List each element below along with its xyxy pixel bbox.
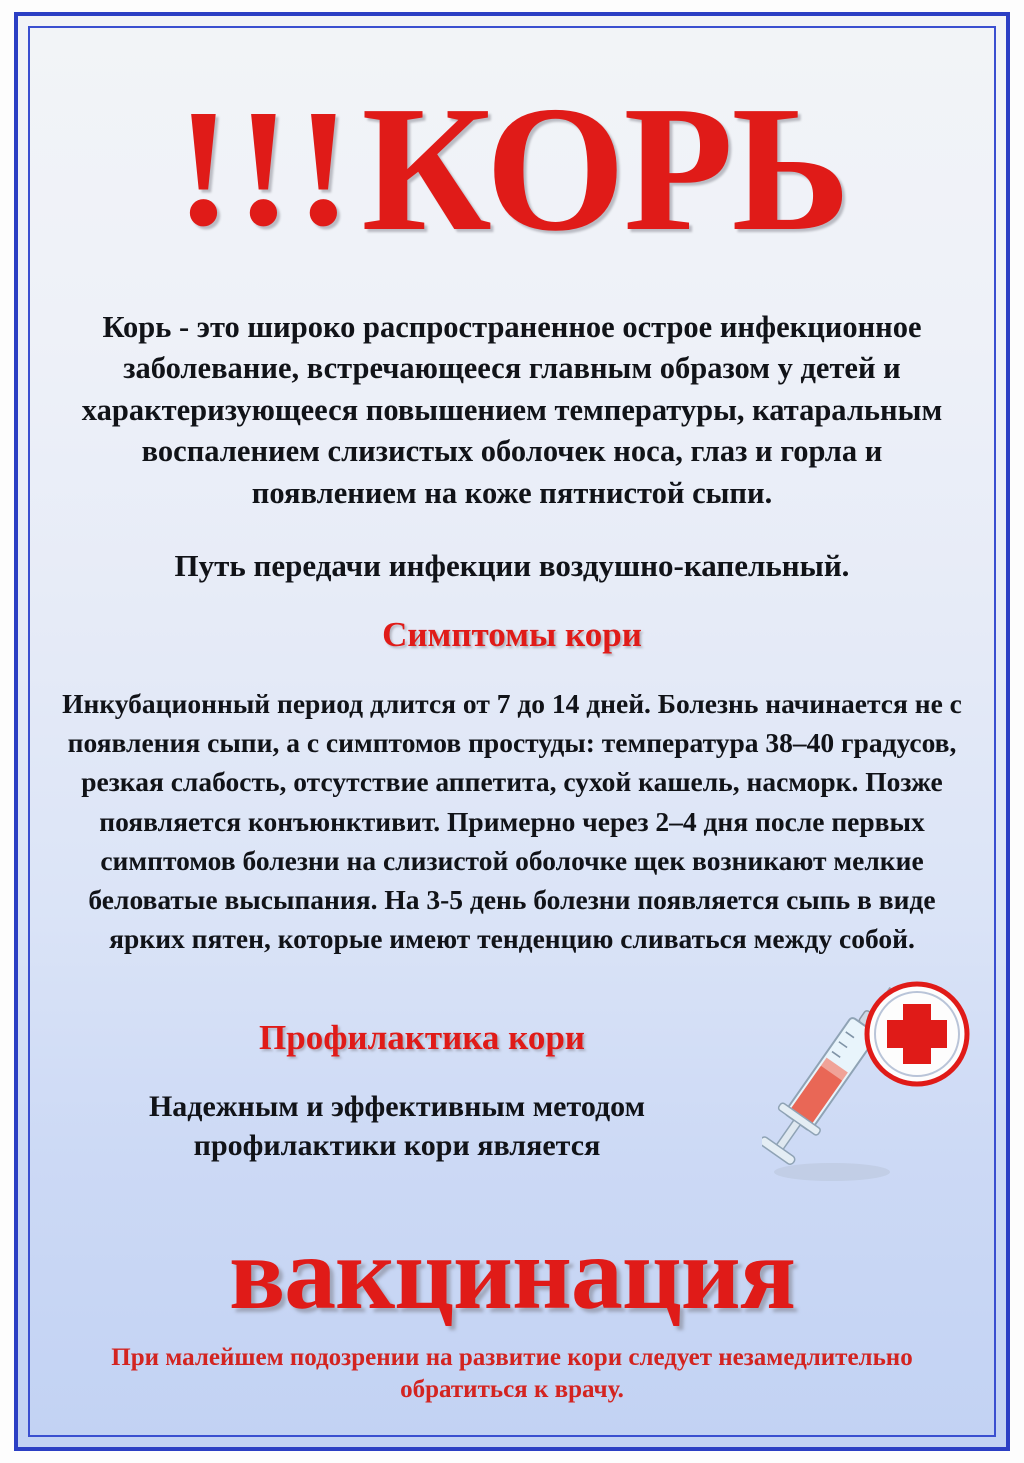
poster-outer-frame: [14, 12, 1010, 1451]
title-exclamations: !!!: [175, 75, 356, 262]
title-word: КОРЬ: [361, 69, 849, 268]
red-cross-icon: [867, 984, 967, 1084]
page-title: [54, 69, 970, 268]
poster-content: [54, 44, 970, 1423]
transmission-line: Путь передачи инфекции воздушно-капельный.: [174, 548, 850, 584]
footnote-text: При малейшем подозрении на развитие кори следует незамедлительно обратиться к врачу.: [111, 1343, 913, 1404]
intro-paragraph: Корь - это широко распространенное острое инфекционное заболевание, встречающееся главным образом у детей и характеризующееся повышением температуры, катаральным воспалением слизистых оболочек носа, глаз и горла и появлением на коже пятнистой сыпи.: [81, 310, 943, 510]
vaccination-word: вакцинация: [229, 1215, 795, 1331]
symptoms-heading: Симптомы кори: [382, 615, 642, 655]
vaccination-illustration: [762, 976, 972, 1191]
prevention-body: Надежным и эффективным методом профилактики кори является: [148, 1089, 646, 1163]
prevention-heading: Профилактика кори: [259, 1017, 585, 1057]
symptoms-body: Инкубационный период длится от 7 до 14 дней. Болезнь начинается не с появления сыпи, а с симптомов простуды: температура 38–40 градусов, резкая слабость, отсутствие аппетита, сухой кашель, насморк. Позже появляется конъюнктивит. Примерно через 2–4 дня после первых симптомов болезни на слизистой оболочке щек возникают мелкие беловатые высыпания. На 3-5 день болезни появляется сыпь в виде ярких пятен, которые имеют тенденцию сливаться между собой.: [62, 688, 962, 954]
